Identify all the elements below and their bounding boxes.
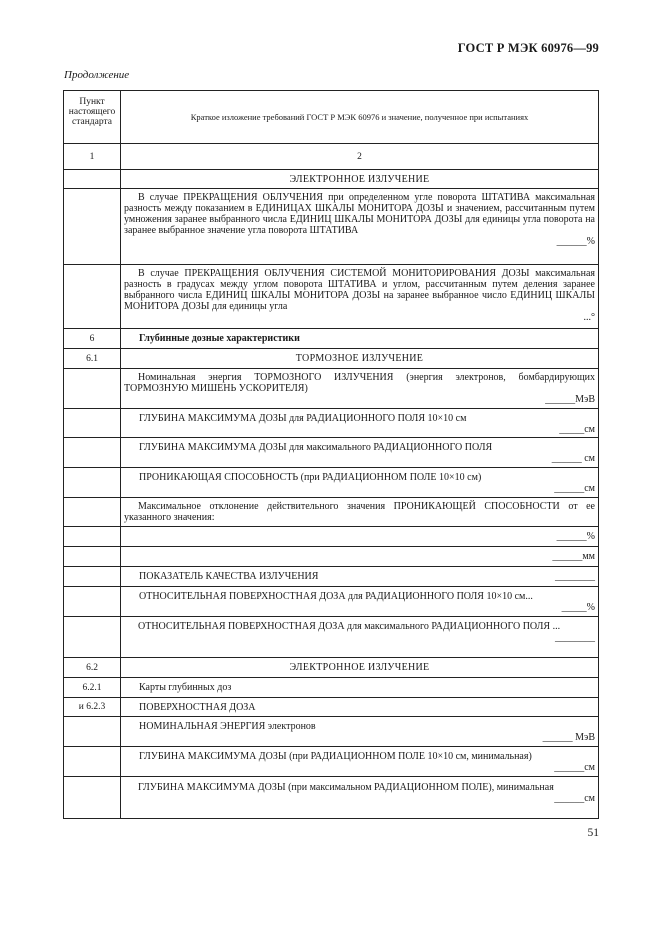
value-blank: ______ см [551, 453, 595, 464]
column-number-row [64, 144, 599, 170]
table-row [64, 747, 599, 777]
value-blank: ______см [554, 483, 595, 494]
value-blank: ______см [554, 793, 595, 804]
requirement-text: ПРОНИКАЮЩАЯ СПОСОБНОСТЬ (при РАДИАЦИОННОМ ПОЛЕ 10×10 см) ______см [121, 468, 599, 498]
table-row [64, 587, 599, 617]
table-row [64, 498, 599, 527]
table-row [64, 547, 599, 567]
value-blank: _____см [559, 424, 595, 435]
requirement-text: НОМИНАЛЬНАЯ ЭНЕРГИЯ электронов ______ МэВ [121, 717, 599, 747]
table-row [64, 349, 599, 369]
value-blank: ______% [556, 236, 595, 247]
table-row [64, 698, 599, 717]
table-row [64, 617, 599, 658]
clause-number: и 6.2.3 [64, 698, 121, 717]
requirement-text: ОТНОСИТЕЛЬНАЯ ПОВЕРХНОСТНАЯ ДОЗА для максимального РАДИАЦИОННОГО ПОЛЯ ... ________ [121, 617, 599, 658]
table-row [64, 717, 599, 747]
table-row [64, 678, 599, 698]
table-row [64, 170, 599, 189]
value-blank: ______ МэВ [542, 732, 595, 743]
table-header-row [64, 91, 599, 144]
requirement-text: ПОВЕРХНОСТНАЯ ДОЗА [121, 698, 599, 717]
value-blank: ______% [121, 527, 599, 547]
requirement-text: ГЛУБИНА МАКСИМУМА ДОЗЫ (при максимальном РАДИАЦИОННОМ ПОЛЕ), минимальная ______см [121, 777, 599, 819]
continuation-label: Продолжение [64, 69, 130, 81]
requirement-text: В случае ПРЕКРАЩЕНИЯ ОБЛУЧЕНИЯ СИСТЕМОЙ МОНИТОРИРОВАНИЯ ДОЗЫ максимальная разность в градусах между углом поворота ШТАТИВА и углом, рассчитанным путем деления заранее выбранного числа ЕДИНИЦ ШКАЛЫ МОНИТОРА ДОЗЫ на заранее выбранное число ЕДИНИЦ ШКАЛЫ МОНИТОРА ДОЗЫ для единицы угла ...° [121, 265, 599, 329]
col1-number: 1 [64, 144, 121, 170]
clause-number: 6.2 [64, 658, 121, 678]
table-row [64, 369, 599, 409]
value-blank: ______см [554, 762, 595, 773]
value-blank: _____% [561, 602, 595, 613]
section-title: Глубинные дозные характеристики [121, 329, 599, 349]
table-row [64, 409, 599, 438]
value-blank: ...° [583, 312, 595, 323]
requirement-text: ОТНОСИТЕЛЬНАЯ ПОВЕРХНОСТНАЯ ДОЗА для РАДИАЦИОННОГО ПОЛЯ 10×10 см... _____% [121, 587, 599, 617]
requirement-text: ПОКАЗАТЕЛЬ КАЧЕСТВА ИЗЛУЧЕНИЯ ________ [121, 567, 599, 587]
clause-number: 6.1 [64, 349, 121, 369]
value-blank: ________ [555, 632, 595, 643]
col2-header: Краткое изложение требований ГОСТ Р МЭК 60976 и значение, полученное при испытаниях [121, 91, 599, 144]
document-code: ГОСТ Р МЭК 60976—99 [457, 41, 599, 55]
table-row [64, 468, 599, 498]
table-row [64, 189, 599, 265]
value-blank: ________ [555, 571, 595, 582]
col1-header: Пункт настоящего стандарта [64, 91, 121, 144]
requirement-text: ГЛУБИНА МАКСИМУМА ДОЗЫ (при РАДИАЦИОННОМ ПОЛЕ 10×10 см, минимальная) ______см [121, 747, 599, 777]
section-title: ЭЛЕКТРОННОЕ ИЗЛУЧЕНИЕ [121, 170, 599, 189]
requirement-text: ГЛУБИНА МАКСИМУМА ДОЗЫ для РАДИАЦИОННОГО ПОЛЯ 10×10 см _____см [121, 409, 599, 438]
table-row [64, 567, 599, 587]
requirements-table [63, 90, 599, 819]
value-blank: ______мм [121, 547, 599, 567]
clause-number: 6 [64, 329, 121, 349]
section-title: ТОРМОЗНОЕ ИЗЛУЧЕНИЕ [121, 349, 599, 369]
table-row [64, 527, 599, 547]
col2-number: 2 [121, 144, 599, 170]
table-row [64, 329, 599, 349]
table-row [64, 658, 599, 678]
requirement-text: ГЛУБИНА МАКСИМУМА ДОЗЫ для максимального РАДИАЦИОННОГО ПОЛЯ ______ см [121, 438, 599, 468]
page-number: 51 [587, 827, 599, 839]
requirement-text: В случае ПРЕКРАЩЕНИЯ ОБЛУЧЕНИЯ при определенном угле поворота ШТАТИВА максимальная разность между показанием в ЕДИНИЦАХ ШКАЛЫ МОНИТОРА ДОЗЫ и значением, рассчитанным путем умножения заранее выбранного числа ЕДИНИЦ ШКАЛЫ МОНИТОРА ДОЗЫ для единицы угла поворота на заранее выбранное значение угла поворота ШТАТИВА ______% [121, 189, 599, 265]
clause-number: 6.2.1 [64, 678, 121, 698]
requirement-text: Номинальная энергия ТОРМОЗНОГО ИЗЛУЧЕНИЯ (энергия электронов, бомбардирующих ТОРМОЗНУЮ МИШЕНЬ УСКОРИТЕЛЯ) ______МэВ [121, 369, 599, 409]
table-row [64, 777, 599, 819]
table-row [64, 438, 599, 468]
requirement-text: Максимальное отклонение действительного значения ПРОНИКАЮЩЕЙ СПОСОБНОСТИ от ее указанного значения: [121, 498, 599, 527]
requirement-text: Карты глубинных доз [121, 678, 599, 698]
table-row [64, 265, 599, 329]
value-blank: ______МэВ [545, 394, 595, 405]
section-title: ЭЛЕКТРОННОЕ ИЗЛУЧЕНИЕ [121, 658, 599, 678]
